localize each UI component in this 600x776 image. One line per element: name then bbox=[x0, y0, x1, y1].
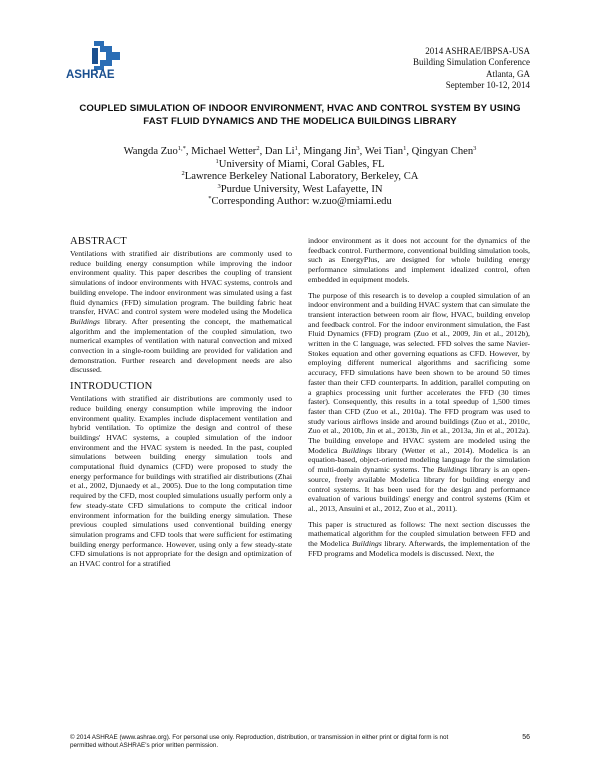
abstract-paragraph bbox=[70, 249, 292, 375]
abstract-heading: ABSTRACT bbox=[70, 236, 127, 247]
abstract-emphasis: Buildings bbox=[70, 316, 100, 326]
author-mark: 1 bbox=[403, 145, 407, 152]
conference-line: 2014 ASHRAE/IBPSA-USA bbox=[425, 46, 530, 56]
left-column bbox=[70, 236, 292, 569]
affiliation bbox=[60, 171, 540, 184]
affiliation-text: Purdue University, West Lafayette, IN bbox=[220, 183, 383, 195]
author-name: Wei Tian bbox=[364, 146, 404, 157]
affiliation bbox=[60, 196, 540, 209]
paragraph-text: library. Afterwards, the implementation of the FFD programs and Modelica models is discussed. Next, the bbox=[308, 539, 530, 558]
affiliation-text: University of Miami, Coral Gables, FL bbox=[218, 158, 385, 170]
author-name: Qingyan Chen bbox=[411, 146, 474, 157]
affiliation bbox=[60, 159, 540, 172]
introduction-heading: INTRODUCTION bbox=[70, 381, 153, 393]
page-footer bbox=[70, 734, 530, 750]
affiliation bbox=[60, 184, 540, 197]
author-name: Dan Li bbox=[264, 146, 295, 157]
paragraph-text: library (Wetter et al., 2014). Modelica is an equation-based, object-oriented modeling language for the simulation of multi-domain dynamic systems. The bbox=[308, 445, 530, 475]
paragraph-emphasis: Buildings bbox=[342, 445, 372, 455]
author-mark: 3 bbox=[356, 145, 360, 152]
author-mark: 3 bbox=[473, 145, 477, 152]
affiliation-mark: 2 bbox=[181, 170, 185, 178]
introduction-paragraph: Ventilations with stratified air distributions are commonly used to reduce building energy consumption while improving the indoor environment quality. Examples include displacement ventilation and hybrid ventilation. To optimize the design and control of these buildings' HVAC systems, a coupled simulation of the indoor environment and the HVAC system is needed. In the past, coupled simulations between building energy simulation tools and computational fluid dynamics (CFD) were proposed to study the energy performance for buildings with stratified air distributions (Zhai et al., 2002, Djunaedy et al., 2005). Due to the long computation time required by the CFD, most coupled simulations usually perform only a few steady-state CFD simulations to compute the critical indoor environment information for the building energy simulation. These previous coupled simulations used conventional building energy simulation programs and CFD tools that were sufficient for estimating building energy performance. However, using only a few steady-state CFD simulations is not appropriate for the design and optimization of an HVAC control for a stratified bbox=[70, 394, 292, 569]
conference-info bbox=[330, 46, 530, 92]
logo-bar bbox=[92, 48, 98, 64]
author-list: Wangda Zuo$^{1,*}$, Michael Wetter$^2$, Dan Li$^1$, Mingang Jin$^3$, Wei Tian$^1$, Qingyan Chen$^3$ bbox=[123, 145, 477, 157]
author-mark: 2 bbox=[256, 145, 260, 152]
affiliation-mark: * bbox=[208, 195, 212, 203]
paper-title: COUPLED SIMULATION OF INDOOR ENVIRONMENT, HVAC AND CONTROL SYSTEM BY USING FAST FLUID DYNAMICS AND THE MODELICA BUILDINGS LIBRARY bbox=[79, 103, 521, 127]
author-name: Michael Wetter bbox=[191, 146, 257, 157]
logo-wordmark: ASHRAE bbox=[66, 69, 115, 80]
conference-line: September 10-12, 2014 bbox=[445, 80, 530, 91]
paragraph-text: library is an open-source, freely available Modelica library for building energy and control systems. It has been used for the design and performance evaluation of various buildings' energy and control systems (Kim et al., 2013, Ansuini et al., 2012, Zuo et al., 2011). bbox=[308, 465, 530, 513]
paragraph-emphasis: Buildings bbox=[437, 465, 468, 475]
introduction-paragraph bbox=[308, 520, 530, 559]
author-name: Mingang Jin bbox=[303, 146, 357, 157]
page-number: 56 bbox=[522, 734, 530, 741]
right-column bbox=[308, 236, 530, 559]
paragraph-text: This paper is structured as follows: The next section discusses the mathematical algorithm for the coupled simulation between FFD and the Modelica bbox=[308, 519, 530, 549]
abstract-text: library. After presenting the concept, the mathematical algorithm and the implementation of the coupled simulation, two numerical examples of ventilation with natural convection and mixed convection in a single-room building are provided for validation and demonstration. Further research and development needs are also discussed. bbox=[70, 316, 292, 375]
author-block bbox=[60, 146, 540, 209]
copyright-notice: © 2014 ASHRAE (www.ashrae.org). For personal use only. Reproduction, distribution, or transmission in either print or digital form is not permitted without ASHRAE's prior written permission. bbox=[70, 734, 449, 749]
ashrae-logo bbox=[66, 40, 128, 80]
author-mark: 1,* bbox=[177, 145, 186, 152]
abstract-text: Ventilations with stratified air distributions are commonly used to reduce building energy consumption while improving the indoor environment quality. This paper describes the coupling of transient simulations of indoor environments with HVAC systems, controls and building envelope. The indoor environment was simulated using a fast fluid dynamics (FFD) simulation program. The building fabric heat transfer, HVAC and control system were modeled using the Modelica bbox=[70, 249, 292, 317]
affiliation-text: Corresponding Author: w.zuo@miami.edu bbox=[211, 196, 392, 208]
author-mark: 1 bbox=[294, 145, 298, 152]
affiliation-mark: 1 bbox=[215, 157, 219, 165]
author-name: Wangda Zuo bbox=[123, 146, 178, 157]
conference-line: Atlanta, GA bbox=[486, 68, 530, 79]
conference-line: Building Simulation Conference bbox=[413, 57, 530, 68]
paragraph-emphasis: Buildings bbox=[351, 539, 382, 549]
affiliation-text: Lawrence Berkeley National Laboratory, Berkeley, CA bbox=[184, 171, 419, 183]
affiliation-mark: 3 bbox=[217, 182, 221, 190]
introduction-paragraph bbox=[308, 291, 530, 514]
introduction-paragraph-continued: indoor environment as it does not account for the dynamics of the feedback control. Furthermore, conventional building simulation tools, such as EnergyPlus, are designed for whole building energy performance simulations and implement idealized control, often embedded in equipment models. bbox=[308, 236, 530, 284]
paragraph-text: The purpose of this research is to develop a coupled simulation of an indoor environment and a building HVAC system that can simulate the transient interaction between room air flow, HVAC, building envelop and feedback control. For the indoor environment simulation, the Fast Fluid Dynamics (FFD) program (Zuo et al., 2009, Jin et al., 2012b), written in the C language, was selected. FFD solves the same Navier-Stokes equation and other governing equations as CFD. However, by employing different numerical algorithms and sacrificing some accuracy, FFD simulations have been shown to be around 50 times faster than their CFD counterparts. In addition, parallel computing on a graphics processing unit further accelerates the FFD (30 times faster). Consequently, this results in a total speedup of 1,500 times faster than CFD (Zuo et al., 2010a). The FFD program was used to study various airflows inside and around buildings (Zuo et al., 2010c, Zuo et al., 2010b, Jin et al., 2013b, Jin et al., 2013a, Jin et al., 2012a). The building envelope and HVAC system are modeled using the Modelica bbox=[308, 290, 530, 455]
